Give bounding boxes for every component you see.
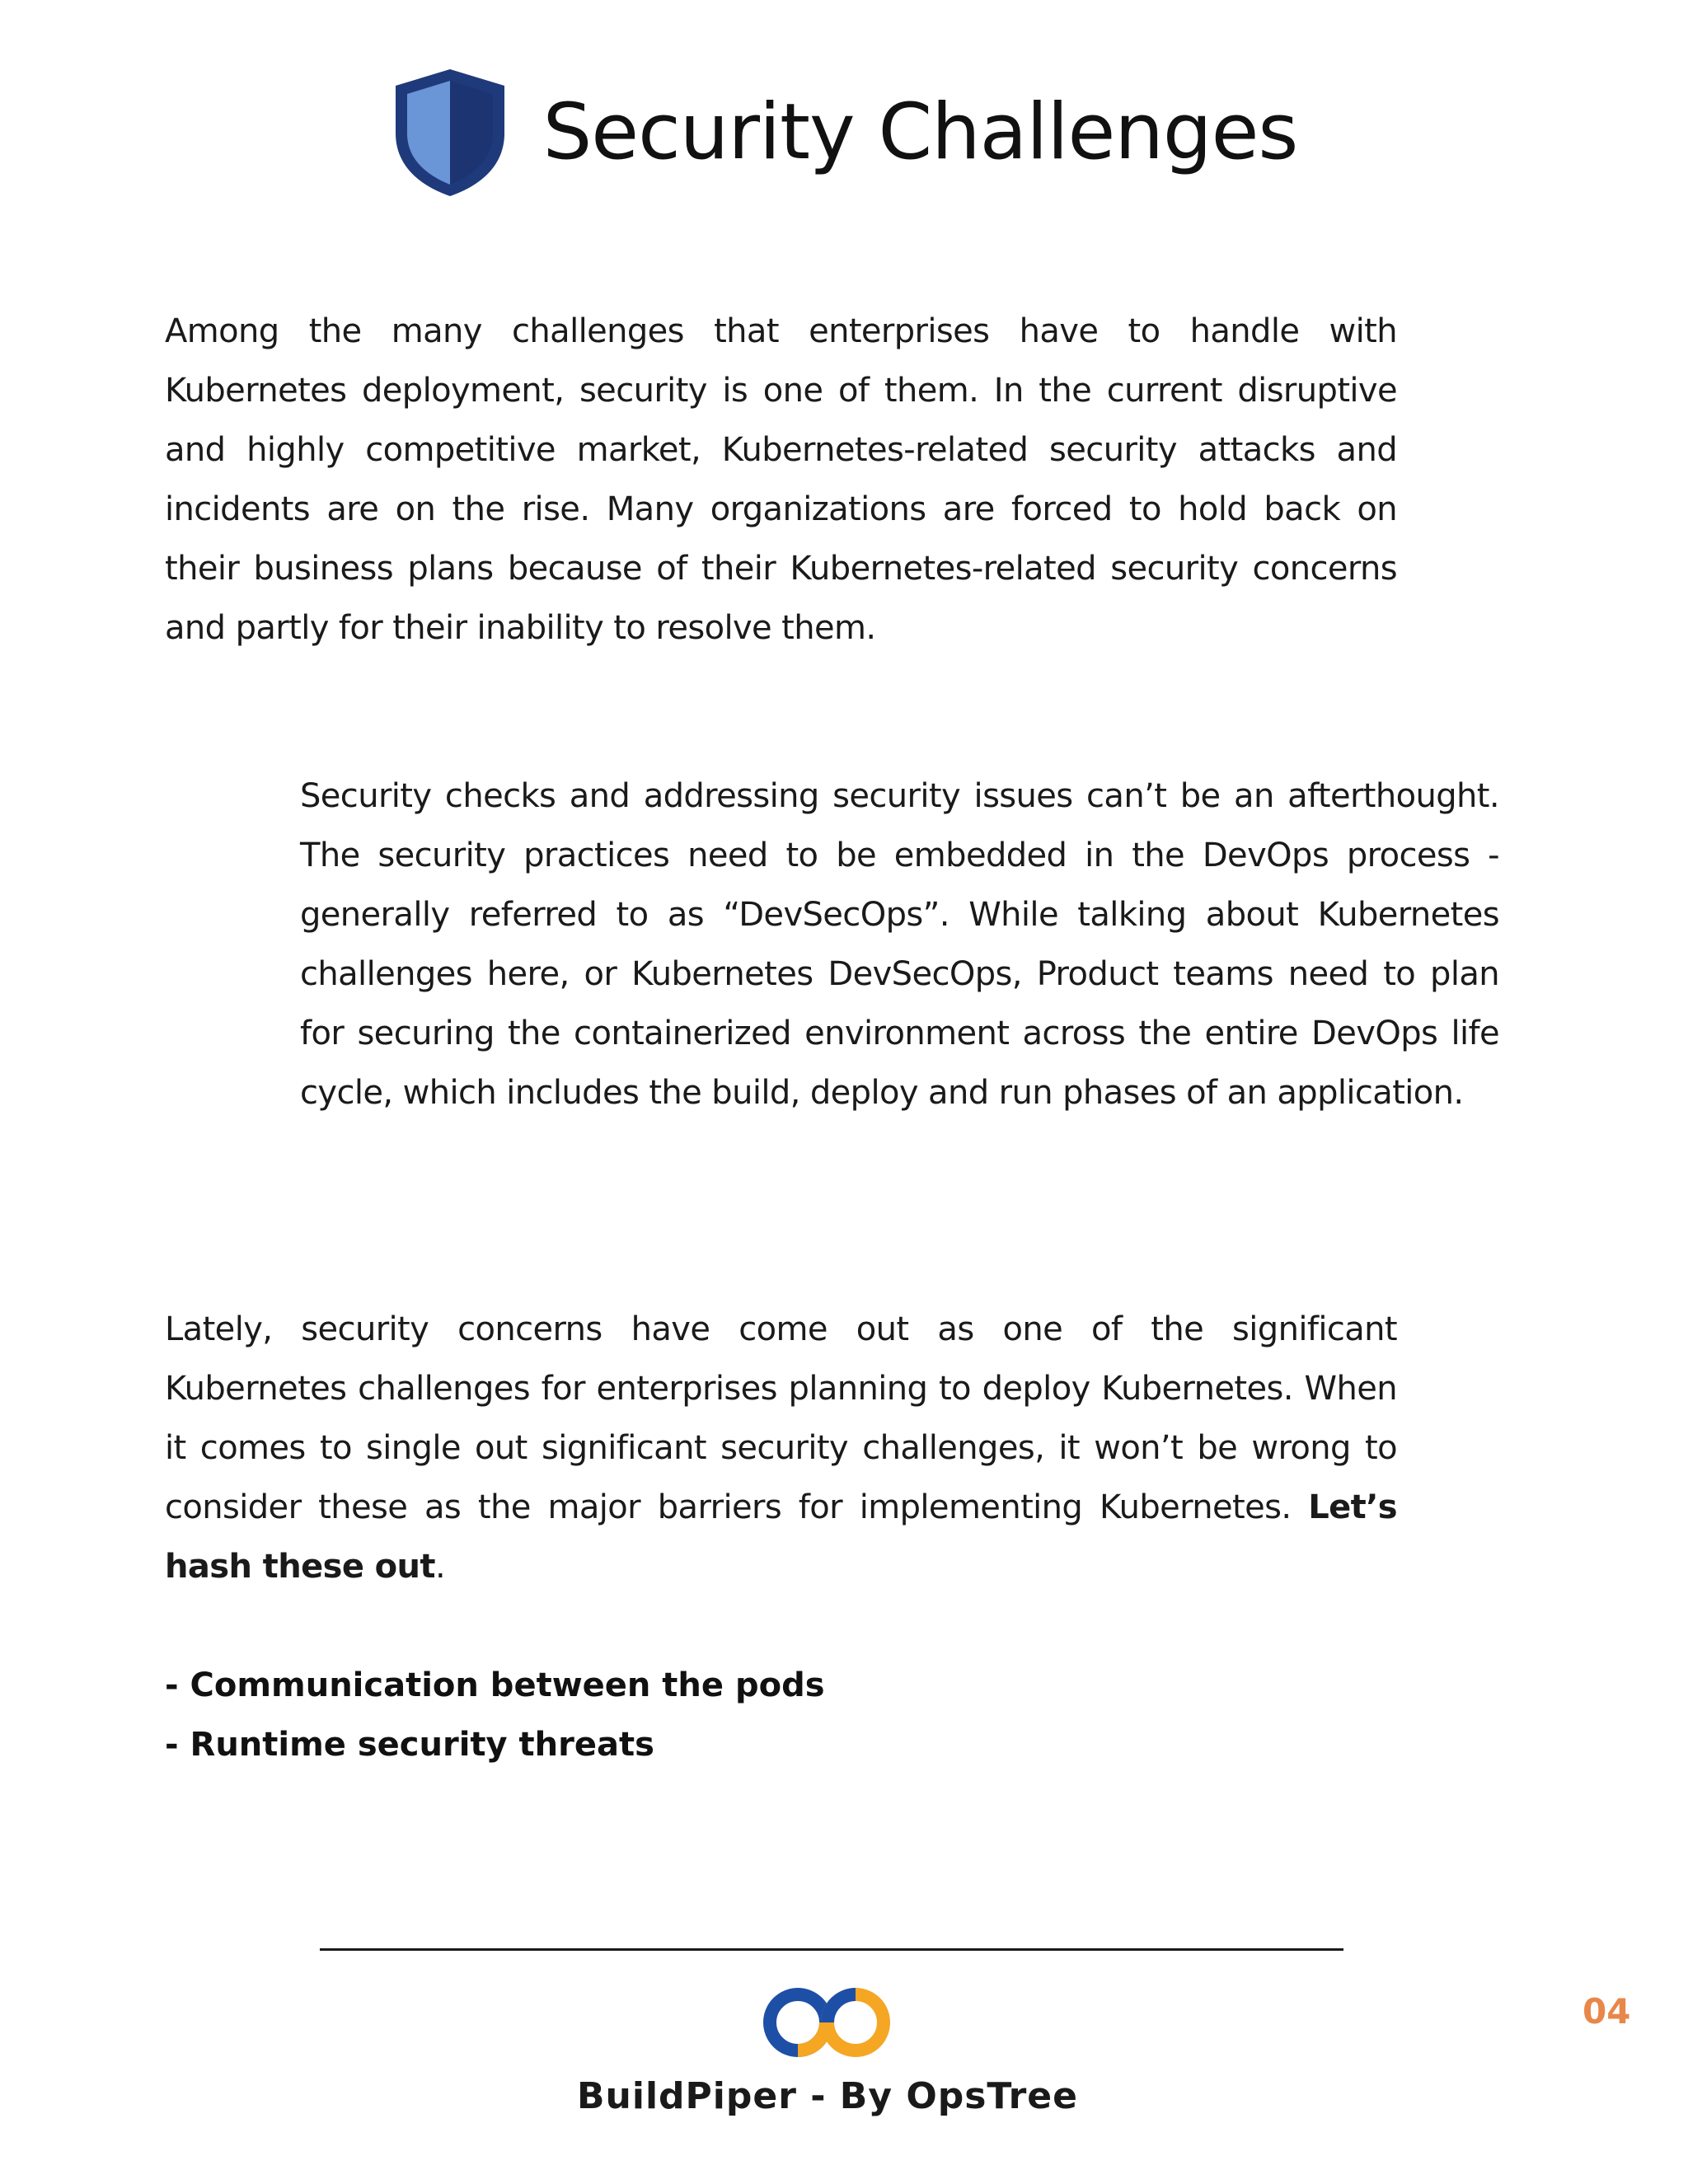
lately-text: Lately, security concerns have come out as one of the significant Kubernetes challenges for enterprises planning to deploy Kubernetes. When it comes to single out significant security challenges, it won’t be wrong to consider these as the major barriers for implementing Kubernetes.	[165, 1310, 1397, 1526]
shield-icon	[391, 66, 510, 198]
lately-paragraph	[165, 1300, 1397, 1596]
list-item: - Runtime security threats	[165, 1726, 654, 1764]
lately-bold-text: Let’s hash these out	[165, 1488, 1397, 1586]
footer-brand: BuildPiper - By OpsTree	[577, 2075, 1078, 2117]
buildpiper-infinity-logo-icon	[757, 1981, 897, 2064]
quote-paragraph: Security checks and addressing security issues can’t be an afterthought. The security practices need to be embedded in the DevOps process - generally referred to as “DevSecOps”. While talking about Kubernetes challenges here, or Kubernetes DevSecOps, Product teams need to plan for securing the containerized environment across the entire DevOps life cycle, which includes the build, deploy and run phases of an application.	[300, 777, 1499, 1112]
challenge-list	[165, 1656, 825, 1774]
list-item: - Communication between the pods	[165, 1666, 825, 1704]
intro-paragraph: Among the many challenges that enterprises have to handle with Kubernetes deployment, security is one of them. In the current disruptive and highly competitive market, Kubernetes-related security attacks and incidents are on the rise. Many organizations are forced to hold back on their business plans because of their Kubernetes-related security concerns and partly for their inability to resolve them.	[165, 312, 1397, 647]
footer-divider	[320, 1948, 1343, 1951]
page-title: Security Challenges	[542, 87, 1298, 177]
page-number: 04	[1582, 1991, 1631, 2032]
page-header	[0, 58, 1688, 206]
lately-period: .	[434, 1548, 446, 1586]
